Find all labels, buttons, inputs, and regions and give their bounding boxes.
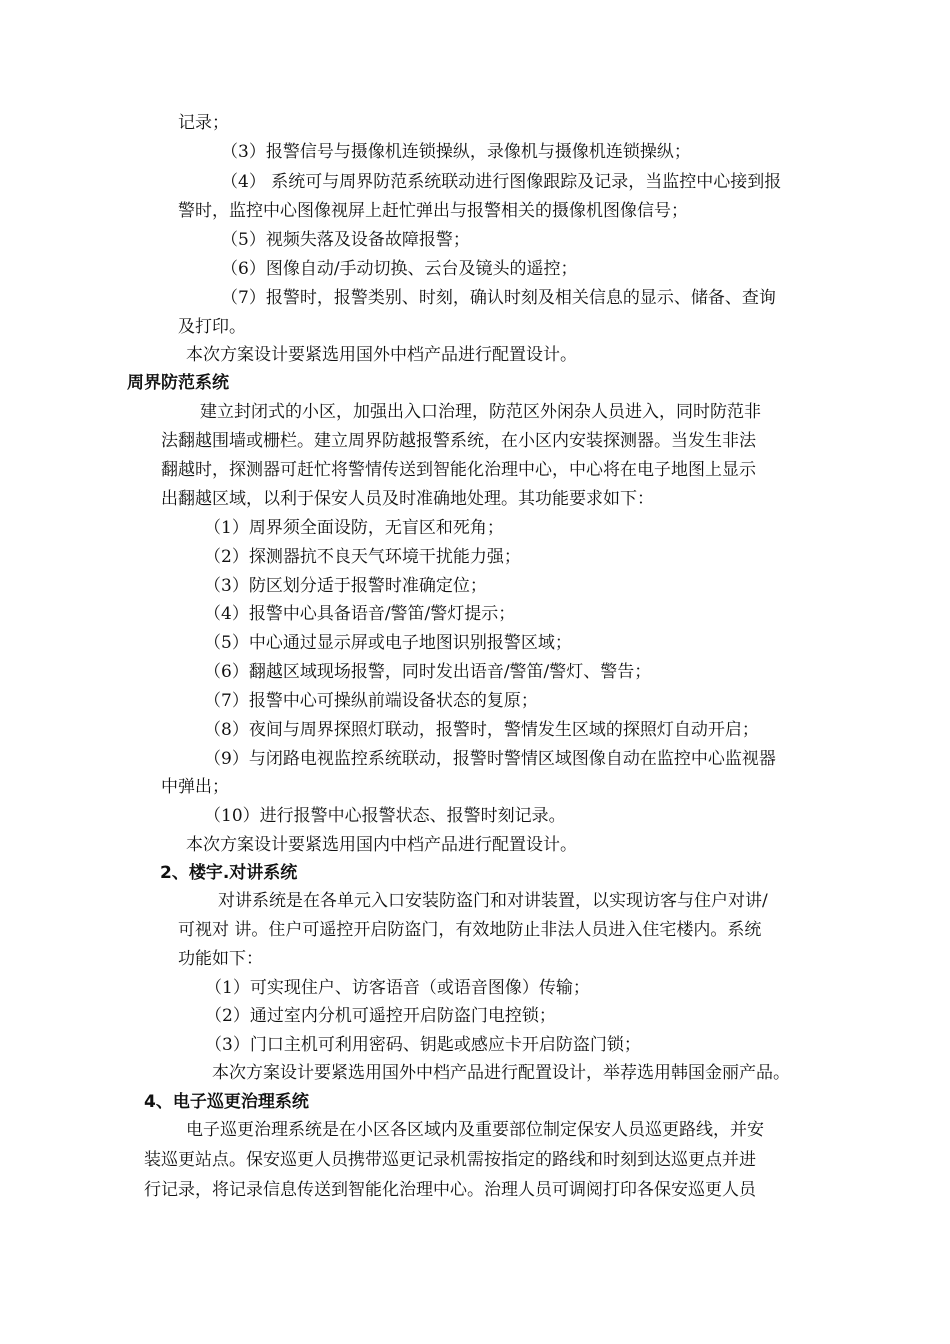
list-item: （6）翻越区域现场报警，同时发出语音/警笛/警灯、警告； (204, 662, 652, 682)
paragraph-line: 电子巡更治理系统是在小区各区域内及重要部位制定保安人员巡更路线，并安 (186, 1120, 764, 1140)
list-item: （4） 系统可与周界防范系统联动进行图像跟踪及记录，当监控中心接到报 (221, 172, 782, 192)
paragraph-line: 建立封闭式的小区，加强出入口治理，防范区外闲杂人员进入，同时防范非 (200, 402, 761, 422)
list-item: （9）与闭路电视监控系统联动，报警时警情区域图像自动在监控中心监视器 (204, 749, 776, 769)
list-item: （6）图像自动/手动切换、云台及镜头的遥控； (221, 259, 578, 279)
list-item: （7）报警时，报警类别、时刻，确认时刻及相关信息的显示、储备、查询 (221, 288, 776, 308)
list-item: （5）中心通过显示屏或电子地图识别报警区域； (204, 633, 572, 653)
list-item: （3）报警信号与摄像机连锁操纵，录像机与摄像机连锁操纵； (221, 142, 691, 162)
paragraph-line: 功能如下： (178, 949, 263, 969)
list-item: （3）门口主机可利用密码、钥匙或感应卡开启防盗门锁； (205, 1035, 641, 1055)
paragraph-line: 装巡更站点。保安巡更人员携带巡更记录机需按指定的路线和时刻到达巡更点并进 (144, 1150, 756, 1170)
list-item: （4）报警中心具备语音/警笛/警灯提示； (204, 604, 516, 624)
paragraph-line: 可视对 讲。住户可遥控开启防盗门，有效地防止非法人员进入住宅楼内。系统 (178, 920, 762, 940)
paragraph-line: 行记录，将记录信息传送到智能化治理中心。治理人员可调阅打印各保安巡更人员 (144, 1180, 756, 1200)
list-item: （5）视频失落及设备故障报警； (221, 230, 470, 250)
text-line: 记录； (178, 113, 229, 133)
paragraph-line: 本次方案设计要紧选用国内中档产品进行配置设计。 (186, 835, 577, 855)
paragraph-line: 出翻越区域，以利于保安人员及时准确地处理。其功能要求如下： (161, 489, 654, 509)
list-item: （2）通过室内分机可遥控开启防盗门电控锁； (205, 1006, 556, 1026)
paragraph-line: 本次方案设计要紧选用国外中档产品进行配置设计，举荐选用韩国金丽产品。 (212, 1063, 790, 1083)
section-heading: 2、楼宇.对讲系统 (160, 863, 298, 883)
list-item: （10）进行报警中心报警状态、报警时刻记录。 (204, 806, 566, 826)
list-item: （2）探测器抗不良天气环境干扰能力强； (204, 547, 521, 567)
section-heading: 4、电子巡更治理系统 (144, 1092, 309, 1112)
list-item: （3）防区划分适于报警时准确定位； (204, 576, 487, 596)
text-line: 警时，监控中心图像视屏上赶忙弹出与报警相关的摄像机图像信号； (178, 201, 688, 221)
paragraph-line: 本次方案设计要紧选用国外中档产品进行配置设计。 (186, 345, 577, 365)
section-heading: 周界防范系统 (127, 373, 229, 393)
list-item: （8）夜间与周界探照灯联动，报警时，警情发生区域的探照灯自动开启； (204, 720, 759, 740)
paragraph-line: 法翻越围墙或栅栏。建立周界防越报警系统，在小区内安装探测器。当发生非法 (161, 431, 756, 451)
list-item: （7）报警中心可操纵前端设备状态的复原； (204, 691, 538, 711)
paragraph-line: 翻越时，探测器可赶忙将警情传送到智能化治理中心，中心将在电子地图上显示 (161, 460, 756, 480)
list-item: （1）可实现住户、访客语音（或语音图像）传输； (205, 978, 590, 998)
list-item: （1）周界须全面设防，无盲区和死角； (204, 518, 504, 538)
text-line: 中弹出； (161, 777, 229, 797)
text-line: 及打印。 (178, 317, 246, 337)
paragraph-line: 对讲系统是在各单元入口安装防盗门和对讲装置，以实现访客与住户对讲/ (218, 891, 768, 911)
